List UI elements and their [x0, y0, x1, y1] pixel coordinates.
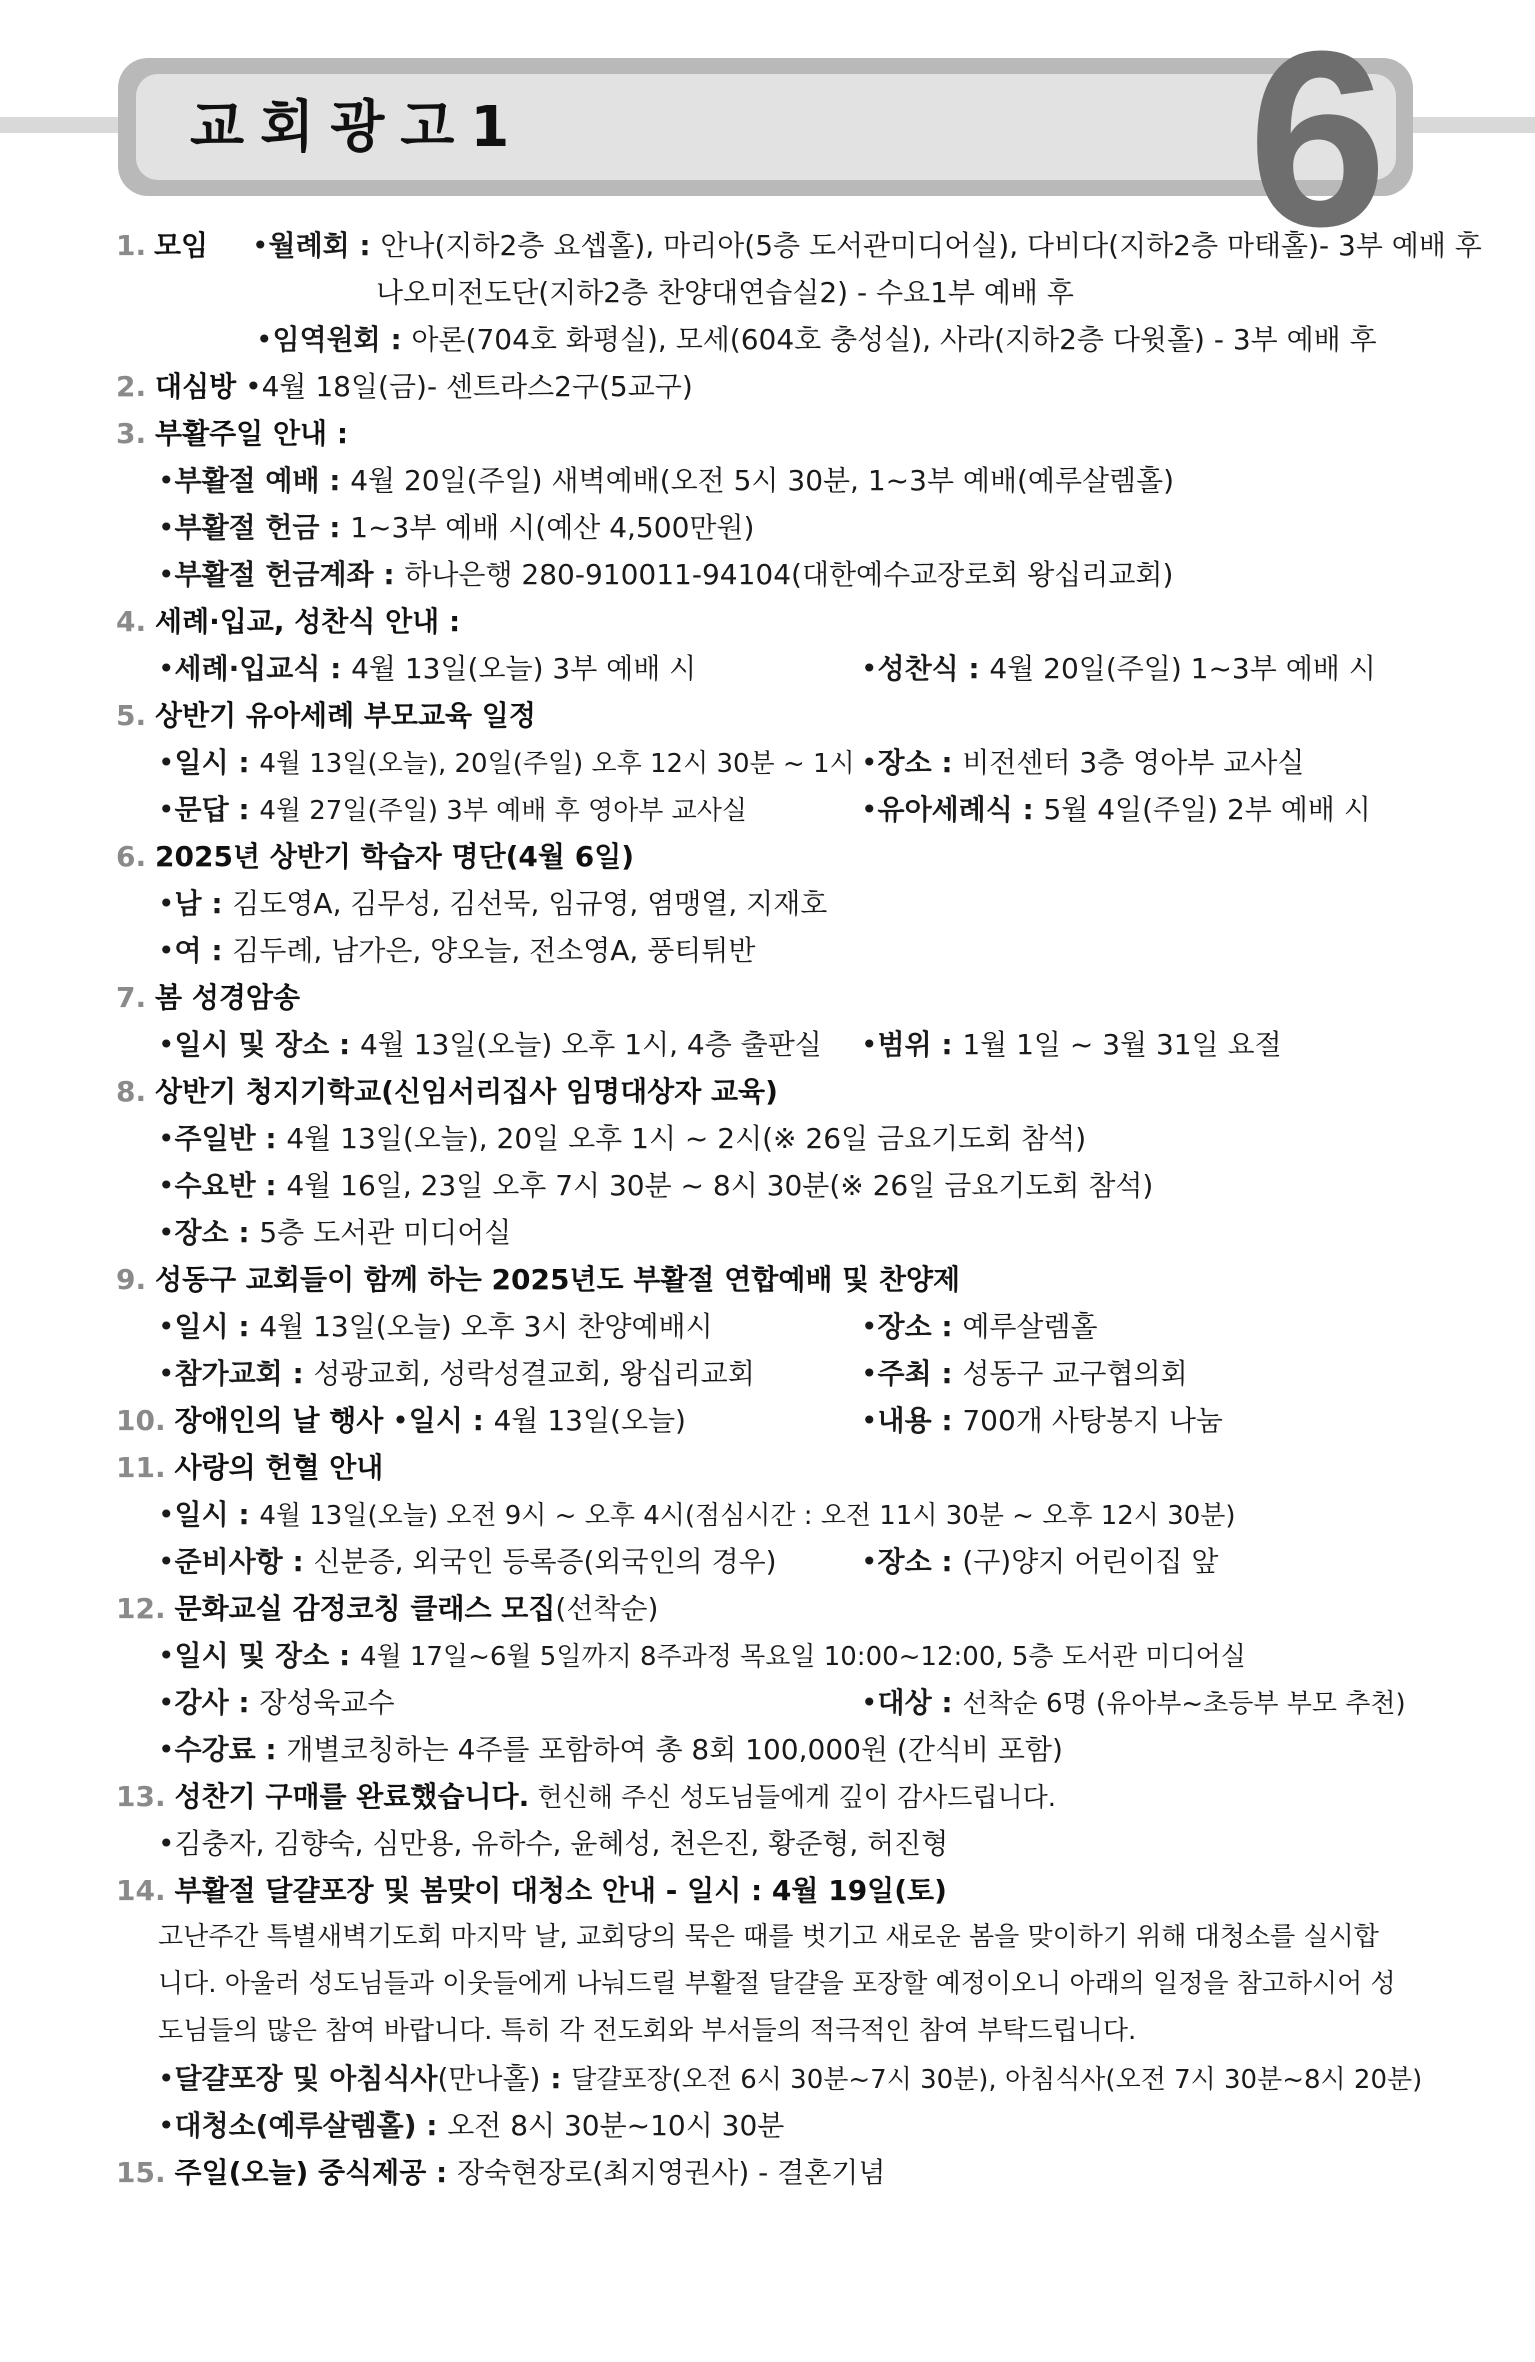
item-label: 남 — [174, 887, 202, 920]
item-text: 1월 1일 ~ 3월 31일 요절 — [962, 1028, 1282, 1061]
list-item: •일시 및 장소 : 4월 17일~6월 5일까지 8주과정 목요일 10:00~12:00, 5층 도서관 미디어실 — [158, 1639, 1246, 1672]
list-item: •주일반 : 4월 13일(오늘), 20일 오후 1시 ~ 2시(※ 26일 금요기도회 참석) — [158, 1122, 1087, 1155]
item-label: 임역원회 — [272, 323, 381, 356]
item-number: 4. — [116, 605, 147, 638]
item-label: 부활절 헌금계좌 — [174, 558, 374, 591]
item-label: 달걀포장 및 아침식사 — [174, 2062, 438, 2095]
item-title: 부활절 달걀포장 및 봄맞이 대청소 안내 - 일시 : 4월 19일(토) — [174, 1874, 947, 1907]
list-item: 15. 주일(오늘) 중식제공 : 장숙현장로(최지영권사) - 결혼기념 — [116, 2149, 1416, 2196]
item-number: 7. — [116, 981, 147, 1014]
item-text: 4월 20일(주일) 1~3부 예배 시 — [989, 652, 1376, 685]
item-number: 15. — [116, 2156, 166, 2189]
item-text: 4월 18일(금)- 센트라스2구(5교구) — [261, 370, 693, 403]
item-label: 성찬식 — [877, 652, 959, 685]
announcement-list — [116, 222, 1482, 2196]
item-number: 13. — [116, 1780, 166, 1813]
item-label: 부활절 헌금 — [174, 511, 320, 544]
list-item — [116, 1444, 1416, 1491]
item-text: 4월 13일(오늘) 오후 3시 찬양예배시 — [259, 1310, 713, 1343]
item-label: 장소 — [877, 1545, 932, 1578]
item-label: 세례·입교식 — [174, 652, 321, 685]
list-item: •김충자, 김향숙, 심만용, 유하수, 윤혜성, 천은진, 황준형, 허진형 — [158, 1827, 949, 1860]
list-item — [116, 410, 1416, 457]
item-label: 준비사항 — [174, 1545, 283, 1578]
item-text: 1~3부 예배 시(예산 4,500만원) — [350, 511, 755, 544]
list-item: 1. 모임 •월례회 : 안나(지하2층 요셉홀), 마리아(5층 도서관미디어실), 다비다(지하2층 마태홀)- 3부 예배 후 — [116, 222, 1416, 269]
list-item — [116, 1256, 1416, 1303]
item-title: 부활주일 안내 : — [155, 417, 349, 450]
list-item: •일시 : 4월 13일(오늘) 오전 9시 ~ 오후 4시(점심시간 : 오전 11시 30분 ~ 오후 12시 30분) — [158, 1498, 1236, 1531]
item-title: 문화교실 감정코칭 클래스 모집 — [174, 1592, 556, 1625]
item-text: 4월 13일(오늘) 오후 1시, 4층 출판실 — [359, 1028, 822, 1061]
item-number: 10. — [116, 1404, 166, 1437]
item-number: 2. — [116, 370, 147, 403]
item-label-suffix: (만나홀) — [437, 2062, 541, 2095]
page-title: 교회광고1 — [190, 95, 526, 160]
item-text: 선착순 6명 (유아부~초등부 부모 추천) — [962, 1689, 1406, 1719]
item-text: 4월 13일(오늘), 20일(주일) 오후 12시 30분 ~ 1시 — [259, 749, 855, 779]
item-text: 달걀포장(오전 6시 30분~7시 30분), 아침식사(오전 7시 30분~8시 20분) — [571, 2065, 1423, 2095]
item-label: 대상 — [877, 1686, 932, 1719]
item-text: 4월 17일~6월 5일까지 8주과정 목요일 10:00~12:00, 5층 도서관 미디어실 — [359, 1642, 1246, 1672]
list-item: •일시 : 4월 13일(오늘), 20일(주일) 오후 12시 30분 ~ 1시 •장소 : 비전센터 3층 영아부 교사실 — [158, 746, 1305, 779]
list-item: •대청소(예루살렘홀) : 오전 8시 30분~10시 30분 — [158, 2109, 785, 2142]
list-item — [116, 833, 1416, 880]
item-number: 14. — [116, 1874, 166, 1907]
item-text: 4월 27일(주일) 3부 예배 후 영아부 교사실 — [259, 796, 747, 826]
list-item: •문답 : 4월 27일(주일) 3부 예배 후 영아부 교사실 •유아세례식 : 5월 4일(주일) 2부 예배 시 — [158, 793, 1371, 826]
item-text: 김두례, 남가은, 양오늘, 전소영A, 풍티튀반 — [232, 934, 756, 967]
paragraph-line: 니다. 아울러 성도님들과 이웃들에게 나눠드릴 부활절 달걀을 포장할 예정이오니 아래의 일정을 참고하시어 성 — [158, 1969, 1396, 1999]
item-text: 아론(704호 화평실), 모세(604호 충성실), 사라(지하2층 다윗홀) - 3부 예배 후 — [411, 323, 1377, 356]
item-label: 일시 — [174, 746, 229, 779]
list-item — [116, 269, 1416, 316]
item-number: 1. — [116, 229, 147, 262]
list-item: •수요반 : 4월 16일, 23일 오후 7시 30분 ~ 8시 30분(※ 26일 금요기도회 참석) — [158, 1169, 1154, 1202]
page-number: 6 — [1248, 0, 1384, 278]
item-number: 6. — [116, 840, 147, 873]
item-title: 성찬기 구매를 완료했습니다. — [174, 1780, 530, 1813]
item-title: 대심방 — [155, 370, 237, 403]
item-label: 주최 — [877, 1357, 932, 1390]
item-title: 사랑의 헌혈 안내 — [174, 1451, 384, 1484]
item-title: 2025년 상반기 학습자 명단(4월 6일) — [155, 840, 635, 873]
list-item — [116, 1773, 1416, 1820]
item-title: 성동구 교회들이 함께 하는 2025년도 부활절 연합예배 및 찬양제 — [155, 1263, 961, 1296]
item-number: 9. — [116, 1263, 147, 1296]
item-label: 주일반 — [174, 1122, 256, 1155]
list-item — [116, 1867, 1416, 1914]
item-text: 4월 13일(오늘), 20일 오후 1시 ~ 2시(※ 26일 금요기도회 참석) — [286, 1122, 1087, 1155]
list-item — [116, 974, 1416, 1021]
item-text: 김충자, 김향숙, 심만용, 유하수, 윤혜성, 천은진, 황준형, 허진형 — [174, 1827, 949, 1860]
item-title: 모임 — [154, 229, 209, 262]
item-title: 주일(오늘) 중식제공 — [174, 2156, 427, 2189]
item-number: 8. — [116, 1075, 147, 1108]
item-text: 김도영A, 김무성, 김선묵, 임규영, 염맹열, 지재호 — [232, 887, 828, 920]
list-item: •강사 : 장성욱교수 •대상 : 선착순 6명 (유아부~초등부 부모 추천) — [158, 1686, 1406, 1719]
item-label: 수요반 — [174, 1169, 256, 1202]
item-text: 안나(지하2층 요셉홀), 마리아(5층 도서관미디어실), 다비다(지하2층 마태홀)- 3부 예배 후 — [380, 229, 1482, 262]
item-title: 봄 성경암송 — [155, 981, 301, 1014]
list-item: •부활절 예배 : 4월 20일(주일) 새벽예배(오전 5시 30분, 1~3부 예배(예루살렘홀) — [158, 464, 1175, 497]
item-label: 일시 및 장소 — [174, 1028, 330, 1061]
item-label: 범위 — [877, 1028, 932, 1061]
item-text: 성광교회, 성락성결교회, 왕십리교회 — [313, 1357, 755, 1390]
item-title: 상반기 유아세례 부모교육 일정 — [155, 699, 536, 732]
item-label: 일시 — [408, 1404, 463, 1437]
item-label: 일시 — [174, 1310, 229, 1343]
list-item: 2. 대심방 •4월 18일(금)- 센트라스2구(5교구) — [116, 363, 1416, 410]
list-item: •수강료 : 개별코칭하는 4주를 포함하여 총 8회 100,000원 (간식비 포함) — [158, 1733, 1063, 1766]
list-item — [116, 692, 1416, 739]
item-text: 4월 13일(오늘) 3부 예배 시 — [351, 652, 697, 685]
item-label: 유아세례식 — [877, 793, 1013, 826]
item-text: 신분증, 외국인 등록증(외국인의 경우) — [313, 1545, 777, 1578]
item-label: 참가교회 — [174, 1357, 283, 1390]
list-item: 10. 장애인의 날 행사 •일시 : 4월 13일(오늘) •내용 : 700개 사탕봉지 나눔 — [116, 1397, 1416, 1444]
item-text: 4월 20일(주일) 새벽예배(오전 5시 30분, 1~3부 예배(예루살렘홀) — [350, 464, 1175, 497]
item-label: 월례회 — [268, 229, 350, 262]
item-text: 4월 13일(오늘) — [493, 1404, 686, 1437]
list-item: •참가교회 : 성광교회, 성락성결교회, 왕십리교회 •주최 : 성동구 교구협의회 — [158, 1357, 1188, 1390]
item-title: 세례·입교, 성찬식 안내 : — [155, 605, 461, 638]
item-label: 일시 및 장소 — [174, 1639, 330, 1672]
item-text: 개별코칭하는 4주를 포함하여 총 8회 100,000원 (간식비 포함) — [286, 1733, 1063, 1766]
item-text: 성동구 교구협의회 — [962, 1357, 1188, 1390]
item-text: 하나은행 280-910011-94104(대한예수교장로회 왕십리교회) — [404, 558, 1174, 591]
list-item: •남 : 김도영A, 김무성, 김선묵, 임규영, 염맹열, 지재호 — [158, 887, 828, 920]
item-text: 4월 13일(오늘) 오전 9시 ~ 오후 4시(점심시간 : 오전 11시 30분 ~ 오후 12시 30분) — [259, 1501, 1236, 1531]
item-number: 3. — [116, 417, 147, 450]
list-item: •일시 및 장소 : 4월 13일(오늘) 오후 1시, 4층 출판실 •범위 : 1월 1일 ~ 3월 31일 요절 — [158, 1028, 1282, 1061]
list-item: •임역원회 : 아론(704호 화평실), 모세(604호 충성실), 사라(지하2층 다윗홀) - 3부 예배 후 — [256, 323, 1377, 356]
item-label: 강사 — [174, 1686, 229, 1719]
list-item: •일시 : 4월 13일(오늘) 오후 3시 찬양예배시 •장소 : 예루살렘홀 — [158, 1310, 1098, 1343]
item-number: 5. — [116, 699, 147, 732]
item-text: 4월 16일, 23일 오후 7시 30분 ~ 8시 30분(※ 26일 금요기도회 참석) — [286, 1169, 1154, 1202]
list-item: •부활절 헌금계좌 : 하나은행 280-910011-94104(대한예수교장로회 왕십리교회) — [158, 558, 1174, 591]
list-item: •세례·입교식 : 4월 13일(오늘) 3부 예배 시 •성찬식 : 4월 20일(주일) 1~3부 예배 시 — [158, 652, 1376, 685]
item-title: 장애인의 날 행사 — [174, 1404, 384, 1437]
item-label: 내용 — [877, 1404, 932, 1437]
item-title-suffix: 헌신해 주신 성도님들에게 깊이 감사드립니다. — [529, 1783, 1057, 1813]
paragraph-line: 고난주간 특별새벽기도회 마지막 날, 교회당의 묵은 때를 벗기고 새로운 봄을 맞이하기 위해 대청소를 실시합 — [158, 1922, 1379, 1952]
item-label: 수강료 — [174, 1733, 256, 1766]
list-item: •여 : 김두례, 남가은, 양오늘, 전소영A, 풍티튀반 — [158, 934, 756, 967]
item-label: 부활절 예배 — [174, 464, 320, 497]
list-item: •준비사항 : 신분증, 외국인 등록증(외국인의 경우) •장소 : (구)양지 어린이집 앞 — [158, 1545, 1219, 1578]
item-label: 장소 — [174, 1216, 229, 1249]
item-label: 일시 — [174, 1498, 229, 1531]
item-text: (구)양지 어린이집 앞 — [962, 1545, 1219, 1578]
list-item: •달걀포장 및 아침식사(만나홀) : 달걀포장(오전 6시 30분~7시 30분), 아침식사(오전 7시 30분~8시 20분) — [158, 2062, 1423, 2095]
item-title: 상반기 청지기학교(신임서리집사 임명대상자 교육) — [155, 1075, 778, 1108]
item-title-suffix: (선착순) — [555, 1592, 659, 1625]
item-text: 비전센터 3층 영아부 교사실 — [962, 746, 1305, 779]
item-text: 예루살렘홀 — [962, 1310, 1098, 1343]
item-text: 5월 4일(주일) 2부 예배 시 — [1043, 793, 1371, 826]
item-label: 여 — [174, 934, 202, 967]
item-label: 문답 — [174, 793, 229, 826]
list-item — [116, 1068, 1416, 1115]
item-number: 11. — [116, 1451, 166, 1484]
item-label: 대청소(예루살렘홀) — [174, 2109, 417, 2142]
item-text: 장성욱교수 — [259, 1686, 395, 1719]
item-text: 장숙현장로(최지영권사) - 결혼기념 — [456, 2156, 886, 2189]
item-label: 장소 — [877, 746, 932, 779]
list-item: •장소 : 5층 도서관 미디어실 — [158, 1216, 512, 1249]
list-item — [116, 1585, 1416, 1632]
item-text: 나오미전도단(지하2층 찬양대연습실2) - 수요1부 예배 후 — [376, 276, 1074, 309]
item-label: 장소 — [877, 1310, 932, 1343]
list-item: •부활절 헌금 : 1~3부 예배 시(예산 4,500만원) — [158, 511, 755, 544]
item-text: 700개 사탕봉지 나눔 — [962, 1404, 1223, 1437]
item-text: 오전 8시 30분~10시 30분 — [447, 2109, 785, 2142]
paragraph-line: 도님들의 많은 참여 바랍니다. 특히 각 전도회와 부서들의 적극적인 참여 부탁드립니다. — [158, 2016, 1137, 2046]
item-text: 5층 도서관 미디어실 — [259, 1216, 512, 1249]
item-number: 12. — [116, 1592, 166, 1625]
list-item — [116, 598, 1416, 645]
